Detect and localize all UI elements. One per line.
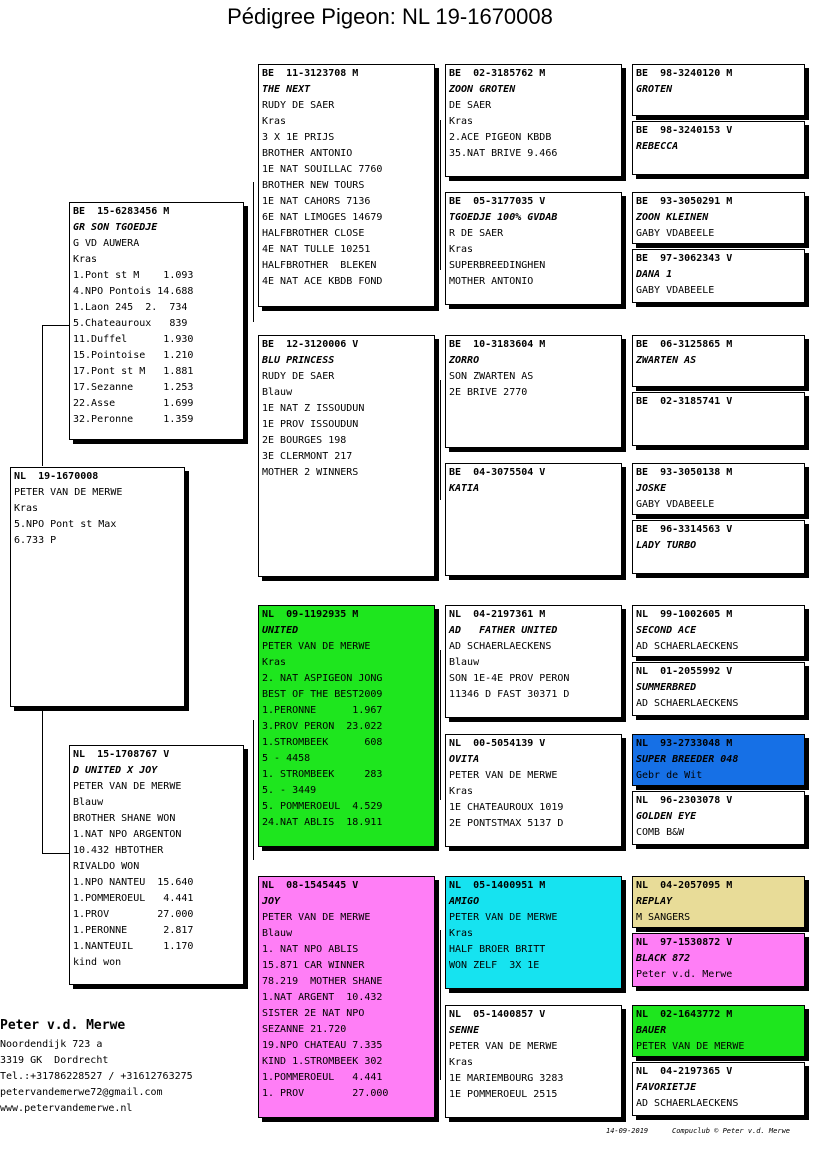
info-line: 1E NAT Z ISSOUDUN: [262, 403, 365, 414]
info-line: 15.Pointoise 1.210: [73, 350, 194, 361]
owner-email[interactable]: petervandemerwe72@gmail.com: [0, 1087, 163, 1098]
pigeon-name: UNITED: [262, 625, 299, 636]
ring-number: NL 01-2055992 V: [636, 666, 733, 677]
ring-number: BE 05-3177035 V: [449, 196, 546, 207]
pigeon-name: JOY: [262, 896, 281, 907]
info-line: Gebr de Wit: [636, 770, 703, 781]
info-line: GABY VDABEELE: [636, 228, 715, 239]
ring-number: NL 04-2057095 M: [636, 880, 733, 891]
info-line: RIVALDO WON: [73, 861, 140, 872]
pigeon-name: DANA 1: [636, 269, 673, 280]
info-line: RUDY DE SAER: [262, 371, 335, 382]
pigeon-name: ZOON KLEINEN: [636, 212, 709, 223]
info-line: 3E CLERMONT 217: [262, 451, 353, 462]
ancestor-card[interactable]: [632, 64, 805, 116]
ancestor-card[interactable]: [632, 1005, 805, 1057]
info-line: AD SCHAERLAECKENS: [636, 641, 739, 652]
ring-number: NL 00-5054139 V: [449, 738, 546, 749]
ring-number: NL 09-1192935 M: [262, 609, 359, 620]
pigeon-name: GROTEN: [636, 84, 673, 95]
info-line: 3.PROV PERON 23.022: [262, 721, 383, 732]
ancestor-card[interactable]: [632, 463, 805, 515]
great-grandparent-card[interactable]: [445, 335, 622, 448]
info-line: Kras: [14, 503, 39, 514]
info-line: 1.POMMEROEUL 4.441: [73, 893, 194, 904]
info-line: Kras: [262, 657, 287, 668]
connector-line: [42, 325, 43, 466]
connector-line: [253, 720, 254, 860]
info-line: SEZANNE 21.720: [262, 1024, 347, 1035]
ring-number: NL 08-1545445 V: [262, 880, 359, 891]
connector-line: [42, 708, 43, 853]
connector-line: [42, 853, 69, 854]
print-date: 14-09-2019: [606, 1127, 649, 1135]
info-line: 17.Pont st M 1.881: [73, 366, 194, 377]
info-line: MOTHER 2 WINNERS: [262, 467, 359, 478]
great-grandparent-card[interactable]: [445, 64, 622, 177]
pigeon-name: SENNE: [449, 1025, 480, 1036]
info-line: PETER VAN DE MERWE: [449, 770, 558, 781]
ancestor-card[interactable]: [632, 520, 805, 574]
great-grandparent-card[interactable]: [445, 734, 622, 847]
grandparent-card[interactable]: [258, 605, 435, 847]
ancestor-card[interactable]: [632, 876, 805, 928]
pigeon-name: ZWARTEN AS: [636, 355, 697, 366]
info-line: 17.Sezanne 1.253: [73, 382, 194, 393]
grandparent-card[interactable]: [258, 335, 435, 577]
info-line: 32.Peronne 1.359: [73, 414, 194, 425]
connector-line: [440, 380, 441, 500]
connector-line: [440, 930, 441, 1080]
ring-number: NL 19-1670008: [14, 471, 99, 482]
grandparent-card[interactable]: [258, 64, 435, 307]
info-line: 1E PROV ISSOUDUN: [262, 419, 359, 430]
info-line: 19.NPO CHATEAU 7.335: [262, 1040, 383, 1051]
info-line: 1.POMMEROEUL 4.441: [262, 1072, 383, 1083]
info-line: MOTHER ANTONIO: [449, 276, 534, 287]
pigeon-name: AMIGO: [449, 896, 480, 907]
info-line: PETER VAN DE MERWE: [73, 781, 182, 792]
ring-number: BE 11-3123708 M: [262, 68, 359, 79]
info-line: 1.STROMBEEK 608: [262, 737, 383, 748]
pigeon-name: BLACK 872: [636, 953, 691, 964]
info-line: AD SCHAERLAECKENS: [449, 641, 552, 652]
pigeon-name: KATIA: [449, 483, 480, 494]
info-line: PETER VAN DE MERWE: [262, 912, 371, 923]
ring-number: BE 12-3120006 V: [262, 339, 359, 350]
info-line: 1.NAT NPO ARGENTON: [73, 829, 182, 840]
info-line: 4E NAT TULLE 10251: [262, 244, 371, 255]
info-line: PETER VAN DE MERWE: [636, 1041, 745, 1052]
pigeon-name: SUMMERBRED: [636, 682, 697, 693]
info-line: 5 - 4458: [262, 753, 311, 764]
owner-phone: Tel.:+31786228527 / +31612763275: [0, 1071, 193, 1082]
pigeon-name: THE NEXT: [262, 84, 311, 95]
info-line: 1. STROMBEEK 283: [262, 769, 383, 780]
info-line: 11.Duffel 1.930: [73, 334, 194, 345]
info-line: Blauw: [262, 387, 293, 398]
info-line: M SANGERS: [636, 912, 691, 923]
ancestor-card[interactable]: [632, 1062, 805, 1116]
info-line: 2E BRIVE 2770: [449, 387, 528, 398]
info-line: 1.Pont st M 1.093: [73, 270, 194, 281]
info-line: 1.Laon 245 2. 734: [73, 302, 188, 313]
ring-number: NL 97-1530872 V: [636, 937, 733, 948]
info-line: 1E NAT SOUILLAC 7760: [262, 164, 383, 175]
info-line: G VD AUWERA: [73, 238, 140, 249]
connector-line: [253, 182, 254, 322]
info-line: 1.NPO NANTEU 15.640: [73, 877, 194, 888]
info-line: Blauw: [73, 797, 104, 808]
ring-number: BE 02-3185762 M: [449, 68, 546, 79]
info-line: HALF BROER BRITT: [449, 944, 546, 955]
ring-number: BE 15-6283456 M: [73, 206, 170, 217]
ring-number: BE 97-3062343 V: [636, 253, 733, 264]
info-line: SON ZWARTEN AS: [449, 371, 534, 382]
ring-number: BE 02-3185741 V: [636, 396, 733, 407]
ring-number: NL 05-1400951 M: [449, 880, 546, 891]
info-line: 6.733 P: [14, 535, 57, 546]
info-line: R DE SAER: [449, 228, 504, 239]
info-line: 5. - 3449: [262, 785, 317, 796]
ancestor-card[interactable]: [632, 605, 805, 657]
ring-number: BE 98-3240120 M: [636, 68, 733, 79]
pigeon-name: ZOON GROTEN: [449, 84, 516, 95]
great-grandparent-card[interactable]: [445, 463, 622, 576]
info-line: SISTER 2E NAT NPO: [262, 1008, 365, 1019]
info-line: WON ZELF 3X 1E: [449, 960, 540, 971]
info-line: 4.NPO Pontois 14.688: [73, 286, 194, 297]
dam-card[interactable]: [69, 745, 244, 985]
info-line: KIND 1.STROMBEEK 302: [262, 1056, 383, 1067]
info-line: 11346 D FAST 30371 D: [449, 689, 570, 700]
info-line: GABY VDABEELE: [636, 285, 715, 296]
info-line: 1.NANTEUIL 1.170: [73, 941, 194, 952]
info-line: 24.NAT ABLIS 18.911: [262, 817, 383, 828]
info-line: Kras: [73, 254, 98, 265]
pigeon-name: SUPER BREEDER 048: [636, 754, 739, 765]
pigeon-name: JOSKE: [636, 483, 667, 494]
info-line: PETER VAN DE MERWE: [262, 641, 371, 652]
pigeon-name: LADY TURBO: [636, 540, 697, 551]
ring-number: NL 05-1400857 V: [449, 1009, 546, 1020]
info-line: 6E NAT LIMOGES 14679: [262, 212, 383, 223]
pigeon-name: D UNITED X JOY: [73, 765, 158, 776]
info-line: HALFBROTHER BLEKEN: [262, 260, 377, 271]
info-line: Kras: [262, 116, 287, 127]
info-line: 1. NAT NPO ABLIS: [262, 944, 359, 955]
ring-number: NL 93-2733048 M: [636, 738, 733, 749]
info-line: AD SCHAERLAECKENS: [636, 698, 739, 709]
info-line: 1E CHATEAUROUX 1019: [449, 802, 564, 813]
grandparent-card[interactable]: [258, 876, 435, 1118]
info-line: 15.871 CAR WINNER: [262, 960, 365, 971]
info-line: Kras: [449, 244, 474, 255]
pigeon-name: REBECCA: [636, 141, 679, 152]
info-line: 78.219 MOTHER SHANE: [262, 976, 383, 987]
owner-website[interactable]: www.petervandemerwe.nl: [0, 1103, 133, 1114]
info-line: Blauw: [262, 928, 293, 939]
info-line: Kras: [449, 116, 474, 127]
pigeon-name: BLU PRINCESS: [262, 355, 335, 366]
ring-number: NL 15-1708767 V: [73, 749, 170, 760]
owner-name: Peter v.d. Merwe: [0, 1018, 126, 1033]
ring-number: BE 93-3050291 M: [636, 196, 733, 207]
info-line: Blauw: [449, 657, 480, 668]
ring-number: BE 04-3075504 V: [449, 467, 546, 478]
ancestor-card[interactable]: [632, 392, 805, 446]
info-line: 5. POMMEROEUL 4.529: [262, 801, 383, 812]
info-line: 1. PROV 27.000: [262, 1088, 389, 1099]
ring-number: NL 99-1002605 M: [636, 609, 733, 620]
connector-line: [42, 325, 69, 326]
info-line: HALFBROTHER CLOSE: [262, 228, 365, 239]
info-line: 1.PERONNE 1.967: [262, 705, 383, 716]
ancestor-card[interactable]: [632, 933, 805, 987]
great-grandparent-card[interactable]: [445, 876, 622, 989]
info-line: RUDY DE SAER: [262, 100, 335, 111]
pigeon-name: GOLDEN EYE: [636, 811, 697, 822]
info-line: BROTHER ANTONIO: [262, 148, 353, 159]
pigeon-name: GR SON TGOEDJE: [73, 222, 158, 233]
info-line: PETER VAN DE MERWE: [14, 487, 123, 498]
info-line: 1E NAT CAHORS 7136: [262, 196, 371, 207]
ring-number: BE 10-3183604 M: [449, 339, 546, 350]
software-credit: Compuclub © Peter v.d. Merwe: [672, 1127, 791, 1135]
ancestor-card[interactable]: [632, 734, 805, 786]
info-line: 1.PROV 27.000: [73, 909, 194, 920]
pigeon-name: TGOEDJE 100% GVDAB: [449, 212, 558, 223]
pigeon-name: AD FATHER UNITED: [449, 625, 558, 636]
info-line: Kras: [449, 786, 474, 797]
pigeon-name: ZORRO: [449, 355, 480, 366]
ring-number: NL 04-2197361 M: [449, 609, 546, 620]
info-line: 1.NAT ARGENT 10.432: [262, 992, 383, 1003]
info-line: Kras: [449, 1057, 474, 1068]
info-line: BROTHER NEW TOURS: [262, 180, 365, 191]
info-line: AD SCHAERLAECKENS: [636, 1098, 739, 1109]
info-line: 2E PONTSTMAX 5137 D: [449, 818, 564, 829]
ancestor-card[interactable]: [632, 791, 805, 845]
info-line: PETER VAN DE MERWE: [449, 1041, 558, 1052]
owner-postcode: 3319 GK Dordrecht: [0, 1055, 109, 1066]
page-title: Pédigree Pigeon: NL 19-1670008: [227, 4, 553, 29]
owner-address: Noordendijk 723 a: [0, 1039, 103, 1050]
info-line: BEST OF THE BEST2009: [262, 689, 383, 700]
info-line: 35.NAT BRIVE 9.466: [449, 148, 558, 159]
info-line: 1E MARIEMBOURG 3283: [449, 1073, 564, 1084]
info-line: COMB B&W: [636, 827, 685, 838]
ancestor-card[interactable]: [632, 662, 805, 716]
info-line: 2. NAT ASPIGEON JONG: [262, 673, 383, 684]
owner-info: [0, 1018, 193, 1117]
ancestor-card[interactable]: [632, 121, 805, 175]
info-line: SON 1E-4E PROV PERON: [449, 673, 570, 684]
ancestor-card[interactable]: [632, 249, 805, 303]
pigeon-name: REPLAY: [636, 896, 673, 907]
info-line: 10.432 HBTOTHER: [73, 845, 164, 856]
info-line: BROTHER SHANE WON: [73, 813, 176, 824]
info-line: 4E NAT ACE KBDB FOND: [262, 276, 383, 287]
info-line: kind won: [73, 957, 122, 968]
info-line: PETER VAN DE MERWE: [449, 912, 558, 923]
ring-number: BE 93-3050138 M: [636, 467, 733, 478]
ring-number: NL 02-1643772 M: [636, 1009, 733, 1020]
info-line: 3 X 1E PRIJS: [262, 132, 335, 143]
pigeon-name: SECOND ACE: [636, 625, 697, 636]
ancestor-card[interactable]: [632, 192, 805, 244]
info-line: SUPERBREEDINGHEN: [449, 260, 546, 271]
info-line: Kras: [449, 928, 474, 939]
info-line: 2.ACE PIGEON KBDB: [449, 132, 552, 143]
great-grandparent-card[interactable]: [445, 605, 622, 718]
ring-number: BE 98-3240153 V: [636, 125, 733, 136]
ring-number: BE 06-3125865 M: [636, 339, 733, 350]
info-line: 22.Asse 1.699: [73, 398, 194, 409]
info-line: 2E BOURGES 198: [262, 435, 347, 446]
ancestor-card[interactable]: [632, 335, 805, 387]
pigeon-name: FAVORIETJE: [636, 1082, 697, 1093]
info-line: GABY VDABEELE: [636, 499, 715, 510]
ring-number: NL 04-2197365 V: [636, 1066, 733, 1077]
info-line: 1.PERONNE 2.817: [73, 925, 194, 936]
ring-number: BE 96-3314563 V: [636, 524, 733, 535]
info-line: 5.NPO Pont st Max: [14, 519, 117, 530]
pigeon-name: BAUER: [636, 1025, 667, 1036]
info-line: Peter v.d. Merwe: [636, 969, 733, 980]
great-grandparent-card[interactable]: [445, 1005, 622, 1118]
ring-number: NL 96-2303078 V: [636, 795, 733, 806]
info-line: 1E POMMEROEUL 2515: [449, 1089, 558, 1100]
pigeon-name: OVITA: [449, 754, 480, 765]
info-line: 5.Chateauroux 839: [73, 318, 188, 329]
info-line: DE SAER: [449, 100, 492, 111]
great-grandparent-card[interactable]: [445, 192, 622, 305]
subject-card[interactable]: [10, 467, 185, 707]
connector-line: [440, 650, 441, 800]
connector-line: [440, 120, 441, 270]
sire-card[interactable]: [69, 202, 244, 440]
